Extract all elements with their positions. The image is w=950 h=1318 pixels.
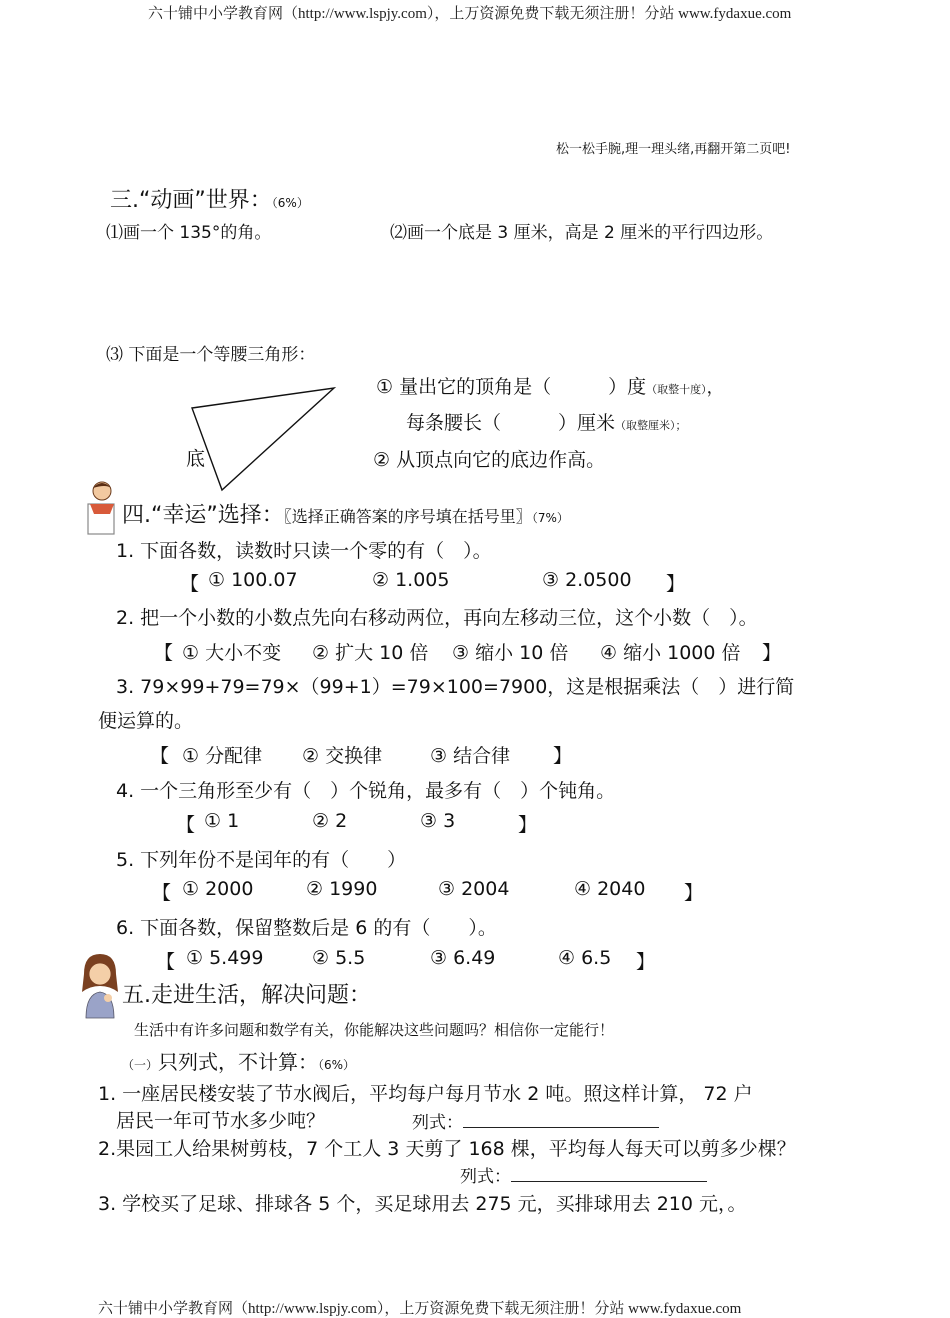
q4-option-1: ① 1 [204, 810, 240, 832]
choice-question-2: 2. 把一个小数的小数点先向右移动两位，再向左移动三位，这个小数（ ）。 [116, 607, 758, 629]
q1-option-1: ① 100.07 [208, 569, 298, 591]
page-header: 六十铺中小学教育网（http://www.lspjy.com），上万资源免费下载无须注册！分站 www.fydaxue.com [148, 6, 792, 22]
problem-1-line-2: 居民一年可节水多少吨？ [116, 1110, 326, 1132]
q4-bracket-open: 【 [176, 814, 196, 836]
problem-1-formula-label: 列式： [412, 1113, 463, 1133]
choice-question-3-line-1: 3. 79×99+79=79×（99+1）=79×100=7900，这是根据乘法（ ）进行简 [116, 676, 795, 698]
q3-option-2: ② 交换律 [302, 745, 383, 767]
q1-option-3: ③ 2.0500 [542, 569, 632, 591]
q2-option-4: ④ 缩小 1000 倍 [600, 642, 741, 664]
leg-length-text: 每条腰长（ ）厘米 [406, 412, 616, 434]
section-3-heading [110, 183, 309, 214]
q5-option-1: ① 2000 [182, 878, 254, 900]
choice-question-3-line-2: 便运算的。 [98, 710, 194, 732]
cartoon-girl-icon [78, 952, 122, 1020]
triangle-base-label: 底 [186, 448, 206, 470]
choice-question-6: 6. 下面各数，保留整数后是 6 的有（ ）。 [116, 917, 497, 939]
isosceles-triangle [180, 380, 345, 495]
choice-question-4: 4. 一个三角形至少有（ ）个锐角，最多有（ ）个钝角。 [116, 780, 616, 802]
problem-3: 3. 学校买了足球、排球各 5 个，买足球用去 275 元，买排球用去 210 元，。 [98, 1193, 747, 1215]
section-5-intro: 生活中有许多问题和数学有关，你能解决这些问题吗？相信你一定能行！ [134, 1021, 615, 1039]
sec3-sub-1 [376, 372, 724, 399]
page-footer: 六十铺中小学教育网（http://www.lspjy.com），上万资源免费下载无须注册！分站 www.fydaxue.com [98, 1301, 742, 1317]
section-4-title: 四.“幸运”选择： [122, 503, 284, 528]
q4-bracket-close: 】 [518, 814, 538, 836]
q2-option-2: ② 扩大 10 倍 [312, 642, 429, 664]
q3-option-3: ③ 结合律 [430, 745, 511, 767]
q5-bracket-open: 【 [152, 882, 172, 904]
section-3-title: 三.“动画”世界： [110, 188, 272, 213]
section-5-title: 五.走进生活，解决问题： [122, 983, 371, 1008]
q6-bracket-open: 【 [156, 951, 176, 973]
q3-bracket-open: 【 [150, 745, 170, 767]
q6-bracket-close: 】 [636, 951, 656, 973]
q1-bracket-open: 【 [180, 573, 200, 595]
q3-bracket-close: 】 [553, 745, 573, 767]
q4-option-3: ③ 3 [420, 810, 456, 832]
q2-option-3: ③ 缩小 10 倍 [452, 642, 569, 664]
choice-question-5: 5. 下列年份不是闰年的有（ ） [116, 849, 407, 871]
q6-option-1: ① 5.499 [186, 947, 264, 969]
section-4-score: （7%） [531, 511, 569, 525]
q6-option-3: ③ 6.49 [430, 947, 496, 969]
problem-1-answer-line[interactable] [463, 1111, 659, 1128]
subsection-1-title: 只列式，不计算： [158, 1050, 319, 1074]
sec3-sub-3: ② 从顶点向它的底边作高。 [373, 449, 606, 471]
sec3-question-1: ⑴画一个 135°的角。 [106, 223, 272, 243]
q2-bracket-close: 】 [762, 642, 782, 664]
choice-question-1: 1. 下面各数，读数时只读一个零的有（ ）。 [116, 540, 492, 562]
problem-2-formula-label: 列式： [460, 1167, 511, 1187]
q4-option-2: ② 2 [312, 810, 348, 832]
q1-bracket-close: 】 [666, 573, 686, 595]
triangle-shape [192, 388, 334, 490]
sec3-sub-2 [406, 408, 687, 435]
q5-option-2: ② 1990 [306, 878, 378, 900]
vertex-angle-text: ① 量出它的顶角是（ ）度 [376, 376, 647, 398]
problem-2-line-1: 2.果园工人给果树剪枝，7 个工人 3 天剪了 168 棵，平均每人每天可以剪多少棵？ [98, 1138, 796, 1160]
q6-option-4: ④ 6.5 [558, 947, 612, 969]
q3-option-1: ① 分配律 [182, 745, 263, 767]
encouragement-note: 松一松手腕,理一理头绪,再翻开第二页吧! [556, 142, 791, 157]
section-4-heading [122, 498, 569, 529]
q6-option-2: ② 5.5 [312, 947, 366, 969]
subsection-1-heading [122, 1046, 355, 1075]
problem-2-formula [460, 1162, 707, 1187]
section-4-instruction: 〖选择正确答案的序号填在括号里〗 [283, 507, 532, 526]
q2-bracket-open: 【 [154, 642, 174, 664]
sec3-question-3: ⑶ 下面是一个等腰三角形： [106, 345, 316, 365]
q5-option-3: ③ 2004 [438, 878, 510, 900]
q1-option-2: ② 1.005 [372, 569, 450, 591]
subsection-1-score: （6%） [318, 1058, 356, 1072]
vertex-angle-comma: ， [706, 378, 724, 398]
subsection-1-prefix: （一） [122, 1058, 159, 1072]
problem-1-formula [412, 1108, 659, 1133]
problem-1-line-1: 1. 一座居民楼安装了节水阀后，平均每户每月节水 2 吨。照这样计算， 72 户 [98, 1083, 753, 1105]
q5-option-4: ④ 2040 [574, 878, 646, 900]
q5-bracket-close: 】 [684, 882, 704, 904]
sec3-question-2: ⑵画一个底是 3 厘米，高是 2 厘米的平行四边形。 [390, 223, 774, 243]
q2-option-1: ① 大小不变 [182, 642, 282, 664]
vertex-angle-hint: （取整十度） [646, 384, 707, 396]
cartoon-boy-icon [82, 478, 120, 538]
leg-length-hint: （取整厘米）； [615, 420, 687, 432]
problem-2-answer-line[interactable] [511, 1165, 707, 1182]
section-3-score: （6%） [271, 196, 309, 210]
